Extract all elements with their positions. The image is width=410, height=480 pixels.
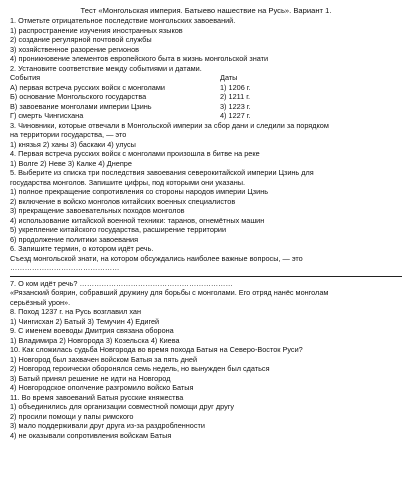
q7-quote-cont: серьёзный урон». — [10, 297, 71, 307]
q2-header-row — [10, 73, 402, 83]
q2-row — [10, 102, 402, 112]
q2-date: 4) 1227 г. — [220, 111, 251, 120]
q2-event: А) первая встреча русских войск с монголами — [10, 82, 165, 92]
q2-events-header: События — [10, 73, 41, 82]
q2-event: Г) смерть Чингисхана — [10, 111, 84, 120]
q3-options: 1) князья 2) ханы 3) баскаки 4) улусы — [10, 139, 136, 149]
question-1: 1. Отметьте отрицательное последствие монгольских завоеваний. — [10, 16, 236, 25]
question-4: 4. Первая встреча русских войск с монголами произошла в битве на реке — [10, 149, 260, 158]
question-5-cont: государства монголов. Запишите цифры, под которыми они указаны. — [10, 177, 245, 187]
q2-row — [10, 92, 402, 102]
q2-event: Б) основание Монгольского государства — [10, 92, 147, 101]
page-title: Тест «Монгольская империя. Батыево нашествие на Русь». Вариант 1. — [80, 6, 332, 15]
q7-quote: «Рязанский боярин, собравший дружину для борьбы с монголами. Его отряд нанёс монголам — [10, 288, 329, 297]
question-10: 10. Как сложилась судьба Новгорода во время похода Батыя на Северо-Восток Руси? — [10, 345, 303, 354]
q5-option-2: 2) включение в войско монголов китайских военных специалистов — [10, 196, 236, 206]
q1-option-1: 1) распространение изучения иностранных языков — [10, 25, 183, 35]
q5-option-4: 4) использование китайской военной техники: таранов, огнемётных машин — [10, 215, 265, 225]
q1-option-3: 3) хозяйственное разорение регионов — [10, 44, 140, 54]
q10-option-4: 4) Новгородское ополчение разгромило войско Батыя — [10, 383, 194, 392]
q11-option-4: 4) не оказывали сопротивления войскам Батыя — [10, 430, 172, 440]
question-11: 11. Во время завоеваний Батыя русские княжества — [10, 392, 184, 402]
q1-option-2: 2) создание регулярной почтовой службы — [10, 35, 152, 44]
q9-options: 1) Владимира 2) Новгорода 3) Козельска 4) Киева — [10, 335, 180, 345]
question-5: 5. Выберите из списка три последствия завоевания северокитайской империи Цзинь для — [10, 168, 314, 177]
q11-option-3: 3) мало поддерживали друг друга из-за раздробленности — [10, 421, 205, 430]
question-9: 9. С именем воеводы Дмитрия связана оборона — [10, 326, 174, 335]
q5-option-6: 6) продолжение политики завоевания — [10, 234, 139, 244]
question-8: 8. Поход 1237 г. на Русь возглавил хан — [10, 307, 142, 316]
q2-row — [10, 111, 402, 121]
q2-date: 1) 1206 г. — [220, 82, 251, 92]
q5-option-5: 5) укрепление китайского государства, расширение территории — [10, 225, 227, 234]
q4-options: 1) Волге 2) Неве 3) Калке 4) Днепре — [10, 158, 132, 168]
q5-option-3: 3) прекращение завоевательных походов монголов — [10, 206, 185, 215]
q2-date: 2) 1211 г. — [220, 92, 251, 101]
q11-option-1: 1) объединились для организации совместной помощи друг другу — [10, 402, 235, 411]
q10-option-1: 1) Новгород был захвачен войском Батыя за пять дней — [10, 354, 198, 364]
q2-dates-header: Даты — [220, 73, 238, 82]
question-6-cont: Съезд монгольской знати, на котором обсуждались наиболее важные вопросы, — это — [10, 253, 303, 263]
q2-date: 3) 1223 г. — [220, 101, 251, 111]
q2-row — [10, 83, 402, 93]
question-6: 6. Запишите термин, о котором идёт речь. — [10, 244, 154, 253]
question-2: 2. Установите соответствие между событиями и датами. — [10, 63, 202, 73]
q10-option-2: 2) Новгород героически оборонялся семь недель, но вынужден был сдаться — [10, 364, 270, 373]
q2-event: В) завоевание монголами империи Цзинь — [10, 101, 152, 111]
q5-option-1: 1) полное прекращение сопротивления со стороны народов империи Цзинь — [10, 187, 269, 196]
question-7: 7. О ком идёт речь? ……………………………………………………… — [10, 278, 233, 288]
q6-answer-dots: ……………………………………… — [10, 263, 120, 272]
section-divider — [10, 276, 402, 277]
question-3: 3. Чиновники, которые отвечали в Монгольской империи за сбор дани и следили за порядком — [10, 120, 329, 130]
q8-options: 1) Чингисхан 2) Батый 3) Темучин 4) Едигей — [10, 316, 160, 326]
q1-option-4: 4) проникновение элементов европейского быта в жизнь монгольской знати — [10, 54, 269, 63]
q11-option-2: 2) просили помощи у папы римского — [10, 411, 134, 421]
q10-option-3: 3) Батый принял решение не идти на Новгород — [10, 373, 171, 383]
question-3-cont: на территории государства, — это — [10, 130, 127, 139]
